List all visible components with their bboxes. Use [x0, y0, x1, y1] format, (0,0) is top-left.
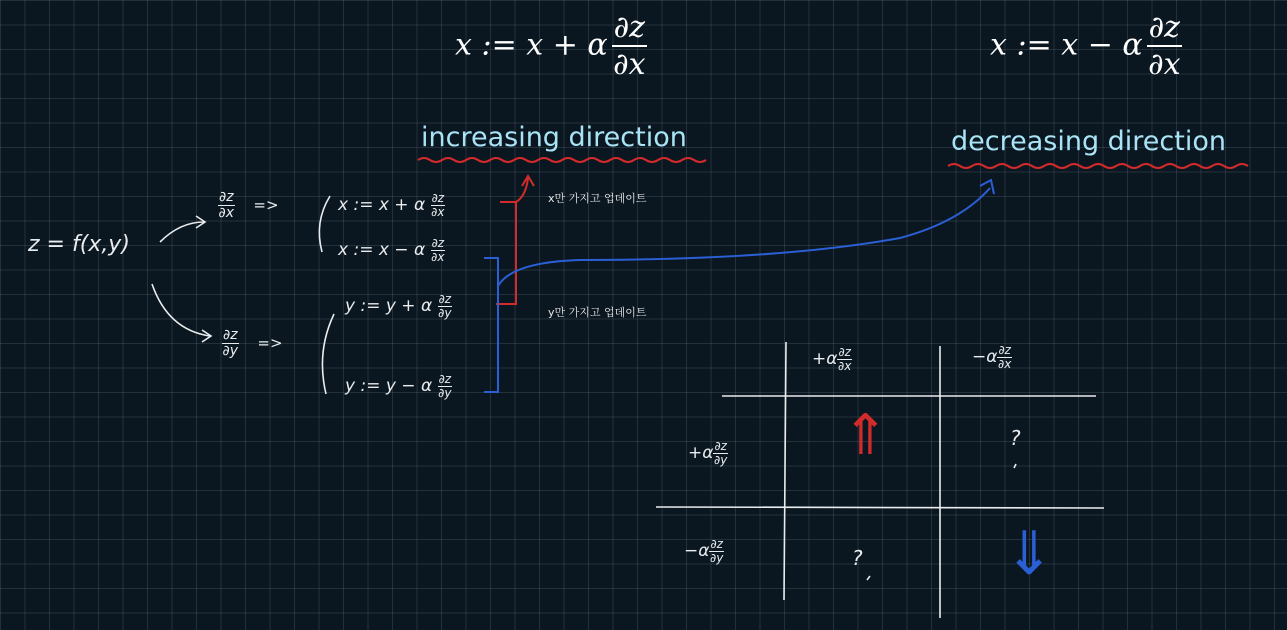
- arrow-to-dx: [160, 222, 204, 242]
- decreasing-direction-label: decreasing direction: [951, 126, 1226, 157]
- table-cell-down-arrow: ⇓: [1004, 519, 1055, 589]
- partial-dy-arrow: =>: [257, 333, 283, 352]
- blue-bracket: [484, 258, 498, 392]
- table-cell-question-2: ?: [852, 546, 863, 570]
- note-y-only: y만 가지고 업데이트: [548, 306, 647, 319]
- blue-arrow: [498, 188, 990, 286]
- table-col-header-2-num: ∂z: [998, 343, 1011, 357]
- function-expression: z = f(x,y): [28, 232, 130, 257]
- table-hline-2: [656, 507, 1104, 508]
- update-y-minus-lhs: y := y − α: [345, 376, 433, 397]
- paren-x: [319, 196, 330, 252]
- question-comma-2: [867, 576, 870, 580]
- arrow-to-dy: [152, 284, 210, 336]
- formula-plus-den: ∂x: [613, 46, 646, 82]
- paren-y: [322, 314, 334, 394]
- partial-dy-den: ∂y: [222, 342, 239, 359]
- formula-minus-lhs: x := x − α: [990, 27, 1143, 63]
- formula-plus-lhs: x := x + α: [455, 27, 608, 63]
- table-row-header-2-sign: −α: [684, 541, 710, 562]
- increasing-underline: [418, 158, 706, 162]
- increasing-direction-label: increasing direction: [421, 122, 687, 153]
- update-x-plus-lhs: x := x + α: [338, 195, 426, 216]
- update-x-plus-den: ∂x: [431, 204, 445, 219]
- formula-plus-num: ∂z: [613, 10, 645, 45]
- table-vline-1: [784, 342, 786, 600]
- update-x-minus-den: ∂x: [431, 249, 445, 264]
- table-row-header-1-sign: +α: [688, 443, 714, 464]
- update-x-minus-num: ∂z: [431, 236, 445, 250]
- table-col-header-1-num: ∂z: [838, 345, 851, 359]
- table-col-header-2-den: ∂x: [998, 356, 1012, 371]
- update-x-minus-lhs: x := x − α: [338, 240, 426, 261]
- table-col-header-1-sign: +α: [812, 349, 838, 370]
- table-cell-up-arrow: ⇑: [842, 403, 889, 468]
- update-x-plus-num: ∂z: [431, 191, 445, 205]
- note-x-only: x만 가지고 업데이트: [548, 192, 647, 205]
- table-row-header-1-den: ∂y: [714, 452, 728, 467]
- formula-minus-num: ∂z: [1148, 10, 1180, 45]
- question-comma-1: [1014, 464, 1016, 468]
- update-y-plus-num: ∂z: [438, 292, 452, 306]
- table-col-header-2-sign: −α: [972, 347, 998, 368]
- update-y-plus-den: ∂y: [438, 305, 452, 320]
- update-y-minus-num: ∂z: [438, 372, 452, 386]
- table-row-header-2-num: ∂z: [710, 537, 723, 551]
- partial-dy-num: ∂z: [223, 327, 238, 343]
- partial-dx-arrow: =>: [253, 195, 279, 214]
- decreasing-underline: [948, 164, 1248, 168]
- table-cell-question-1: ?: [1010, 426, 1021, 450]
- table-row-header-2-den: ∂y: [710, 550, 724, 565]
- partial-dx-den: ∂x: [218, 204, 235, 221]
- partial-dx-num: ∂z: [219, 189, 234, 205]
- formula-minus-den: ∂x: [1148, 46, 1181, 82]
- update-y-plus-lhs: y := y + α: [345, 296, 433, 317]
- table-row-header-1-num: ∂z: [714, 439, 727, 453]
- red-arrow: [516, 178, 528, 202]
- update-y-minus-den: ∂y: [438, 385, 452, 400]
- table-col-header-1-den: ∂x: [838, 358, 852, 373]
